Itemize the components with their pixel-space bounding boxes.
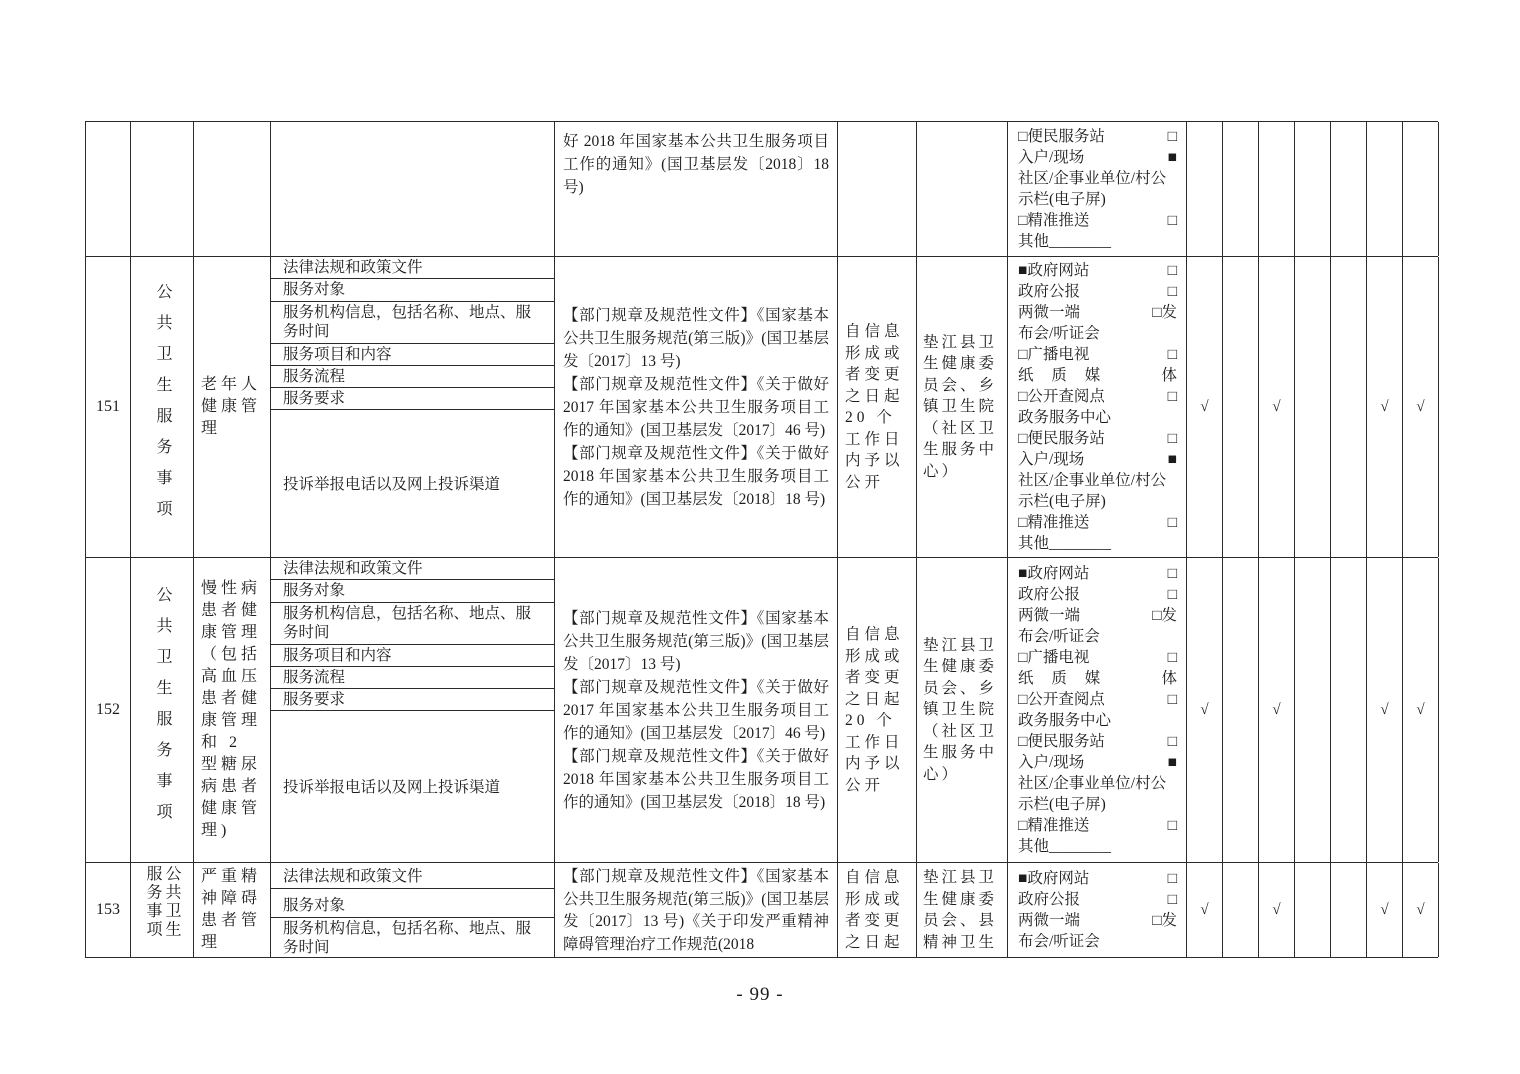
- channel-line: [1018, 126, 1177, 147]
- content-item: 服务项目和内容: [271, 344, 554, 366]
- checkbox-glyph: □: [1167, 212, 1177, 229]
- channel-line: [1018, 563, 1177, 584]
- deadline-cell: [838, 257, 917, 557]
- content-item: 服务要求: [271, 689, 554, 711]
- checkmark-cell: [1223, 558, 1259, 862]
- checkmark-cell: [1295, 558, 1331, 862]
- checkmark-cell: [1331, 257, 1367, 557]
- channel-line: [1018, 386, 1177, 407]
- checkmark-cell: √: [1403, 558, 1439, 862]
- checkbox-glyph: □: [1167, 565, 1177, 582]
- channel-label: 布会/听证会: [1018, 933, 1100, 950]
- channel-label: □精准推送: [1018, 212, 1090, 229]
- channel-line: [1018, 449, 1177, 470]
- channel-line: [1018, 731, 1177, 752]
- legal-paragraph: 【部门规章及规范性文件】《关于做好 2017 年国家基本公共卫生服务项目工作的通知》(国卫基层发〔2017〕46 号): [563, 678, 829, 742]
- channel-label: □便民服务站: [1018, 733, 1105, 750]
- channel-label: 布会/听证会: [1018, 325, 1100, 342]
- content-item: 服务流程: [271, 366, 554, 388]
- item-name-text: 老年人健康管理: [201, 376, 262, 437]
- channel-label: □公开查阅点: [1018, 388, 1105, 405]
- subject-cell: [917, 558, 1008, 862]
- channel-line: [1018, 815, 1177, 836]
- channel-label: □广播电视: [1018, 649, 1090, 666]
- category-text: 公共卫生服务事项: [154, 283, 171, 531]
- legal-paragraph: 【部门规章及规范性文件】《国家基本公共卫生服务规范(第三版)》(国卫基层发〔2017〕13 号)《关于印发严重精神障碍管理治疗工作规范(2018: [563, 868, 829, 953]
- channel-label: 示栏(电子屏): [1018, 796, 1106, 813]
- subject-cell: [917, 257, 1008, 557]
- channel-label: 两微一端: [1018, 607, 1081, 624]
- channel-label: □精准推送: [1018, 514, 1090, 531]
- checkmark-columns: [1187, 122, 1439, 256]
- checkbox-glyph: □: [1167, 691, 1177, 708]
- channel-line: [1018, 302, 1177, 323]
- table-row-152: [86, 558, 1438, 863]
- checkmark-cell: [1223, 863, 1259, 957]
- checkbox-glyph: □: [1167, 388, 1177, 405]
- checkmark-cell: [1259, 122, 1295, 256]
- table-row-151: [86, 257, 1438, 558]
- content-item: 服务流程: [271, 667, 554, 689]
- channel-line: [1018, 910, 1177, 931]
- checkmark-cell: [1403, 122, 1439, 256]
- channel-line: [1018, 210, 1177, 231]
- deadline-text: 自信息形成或者变更之日起: [845, 869, 904, 951]
- item-name-cell: [194, 863, 271, 957]
- deadline-cell: [838, 558, 917, 862]
- checkmark-columns: [1187, 558, 1439, 862]
- channel-line: [1018, 584, 1177, 605]
- checkmark-cell: √: [1367, 257, 1403, 557]
- channel-line: [1018, 260, 1177, 281]
- channel-line: [1018, 281, 1177, 302]
- channel-label: ■政府网站: [1018, 262, 1090, 279]
- channel-label: 政府公报: [1018, 283, 1081, 300]
- content-item: 服务机构信息，包括名称、地点、服务时间: [271, 603, 554, 645]
- channel-label: 其他________: [1018, 838, 1112, 855]
- channel-line: [1018, 470, 1177, 491]
- checkmark-cell: √: [1367, 558, 1403, 862]
- channel-line: [1018, 689, 1177, 710]
- category-cell: [131, 122, 194, 256]
- category-cell: [131, 257, 194, 557]
- category-cell: [131, 558, 194, 862]
- checkbox-glyph: □: [1167, 514, 1177, 531]
- subject-text: 垫江县卫生健康委员会、乡镇卫生院（社区卫生服务中心）: [923, 636, 998, 783]
- channel-label: □便民服务站: [1018, 128, 1105, 145]
- content-cell: [271, 863, 555, 957]
- channel-line: [1018, 428, 1177, 449]
- channel-label: □公开查阅点: [1018, 691, 1105, 708]
- content-item: 服务对象: [271, 889, 554, 918]
- checkbox-glyph: □: [1167, 262, 1177, 279]
- channels-cell: [1008, 122, 1187, 256]
- channel-line: [1018, 605, 1177, 626]
- checkmark-cell: √: [1403, 257, 1439, 557]
- channel-label: 示栏(电子屏): [1018, 191, 1106, 208]
- content-cell: [271, 122, 555, 256]
- channel-label: 两微一端: [1018, 912, 1081, 929]
- checkmark-cell: √: [1187, 863, 1223, 957]
- checkbox-glyph: 体: [1161, 670, 1177, 687]
- deadline-text: 自信息形成或者变更之日起20 个工作日内予以公开: [845, 626, 904, 794]
- checkmark-cell: [1331, 122, 1367, 256]
- channel-line: [1018, 794, 1177, 815]
- checkbox-glyph: □: [1167, 128, 1177, 145]
- deadline-cell: [838, 122, 917, 256]
- checkbox-glyph: □: [1167, 891, 1177, 908]
- item-name-text: 严重精神障碍患者管理: [201, 868, 262, 951]
- checkbox-glyph: 体: [1161, 367, 1177, 384]
- checkmark-cell: [1295, 257, 1331, 557]
- page-number: - 99 -: [736, 984, 784, 1005]
- channel-line: [1018, 752, 1177, 773]
- channel-label: 入户/现场: [1018, 451, 1085, 468]
- channel-label: 入户/现场: [1018, 754, 1085, 771]
- channel-label: ■政府网站: [1018, 565, 1090, 582]
- channel-label: 示栏(电子屏): [1018, 493, 1106, 510]
- checkbox-glyph: □: [1167, 817, 1177, 834]
- checkbox-glyph: ■: [1167, 754, 1177, 771]
- content-item: 法律法规和政策文件: [271, 257, 554, 279]
- serial-cell: 151: [86, 257, 131, 557]
- legal-basis-cell: [555, 122, 838, 256]
- channel-label: 政府公报: [1018, 586, 1081, 603]
- subject-text: 垫江县卫生健康委员会、县精神卫生: [923, 869, 998, 951]
- checkbox-glyph: □发: [1152, 304, 1177, 321]
- legal-paragraph: 【部门规章及规范性文件】《关于做好 2018 年国家基本公共卫生服务项目工作的通知》(国卫基层发〔2018〕18 号): [563, 444, 829, 508]
- legal-paragraph: 【部门规章及规范性文件】《国家基本公共卫生服务规范(第三版)》(国卫基层发〔2017〕13 号): [563, 306, 829, 370]
- legal-basis-cell: [555, 257, 838, 557]
- content-item: 法律法规和政策文件: [271, 863, 554, 889]
- channel-label: 政务服务中心: [1018, 712, 1112, 729]
- legal-paragraph: 【部门规章及规范性文件】《关于做好 2018 年国家基本公共卫生服务项目工作的通知》(国卫基层发〔2018〕18 号): [563, 747, 829, 811]
- channel-label: 社区/企事业单位/村公: [1018, 775, 1167, 792]
- checkbox-glyph: □: [1167, 430, 1177, 447]
- checkmark-cell: [1295, 122, 1331, 256]
- checkbox-glyph: □发: [1152, 607, 1177, 624]
- checkbox-glyph: □发: [1152, 912, 1177, 929]
- checkbox-glyph: □: [1167, 283, 1177, 300]
- channel-line: [1018, 491, 1177, 512]
- channel-line: [1018, 533, 1177, 554]
- category-text: 公共卫生服务事项: [144, 865, 180, 939]
- channel-line: [1018, 365, 1177, 386]
- content-item: 服务要求: [271, 388, 554, 410]
- channels-cell: [1008, 257, 1187, 557]
- channel-label: □精准推送: [1018, 817, 1090, 834]
- channel-line: [1018, 407, 1177, 428]
- legal-paragraph: 【部门规章及规范性文件】《关于做好 2017 年国家基本公共卫生服务项目工作的通知》(国卫基层发〔2017〕46 号): [563, 375, 829, 439]
- content-item: 法律法规和政策文件: [271, 558, 554, 580]
- checkmark-cell: √: [1259, 257, 1295, 557]
- checkmark-cell: √: [1367, 863, 1403, 957]
- checkbox-glyph: ■: [1167, 149, 1177, 166]
- checkbox-glyph: ■: [1167, 451, 1177, 468]
- channel-label: □便民服务站: [1018, 430, 1105, 447]
- checkmark-columns: [1187, 863, 1439, 957]
- channel-line: [1018, 773, 1177, 794]
- checkbox-glyph: □: [1167, 733, 1177, 750]
- channel-line: [1018, 323, 1177, 344]
- checkbox-glyph: □: [1167, 346, 1177, 363]
- channel-label: 两微一端: [1018, 304, 1081, 321]
- checkmark-cell: [1223, 122, 1259, 256]
- category-text: 公共卫生服务事项: [154, 586, 171, 834]
- channel-label: 其他________: [1018, 233, 1112, 250]
- checkbox-glyph: □: [1167, 649, 1177, 666]
- legal-paragraph: 好 2018 年国家基本公共卫生服务项目工作的通知》(国卫基层发〔2018〕18 号): [563, 133, 829, 196]
- serial-cell: 153: [86, 863, 131, 957]
- channel-line: [1018, 668, 1177, 689]
- content-item: 投诉举报电话以及网上投诉渠道: [283, 475, 501, 493]
- channel-line: [1018, 931, 1177, 952]
- channel-label: 社区/企事业单位/村公: [1018, 170, 1167, 187]
- checkbox-glyph: □: [1167, 586, 1177, 603]
- checkmark-cell: [1367, 122, 1403, 256]
- channel-line: [1018, 626, 1177, 647]
- channels-cell: [1008, 558, 1187, 862]
- checkmark-cell: √: [1187, 558, 1223, 862]
- channel-label: 入户/现场: [1018, 149, 1085, 166]
- content-item: 服务对象: [271, 279, 554, 302]
- subject-cell: [917, 122, 1008, 256]
- channel-label: 纸 质 媒: [1018, 670, 1101, 687]
- channel-line: [1018, 147, 1177, 168]
- channel-line: [1018, 512, 1177, 533]
- legal-basis-cell: [555, 558, 838, 862]
- serial-cell: 152: [86, 558, 131, 862]
- subject-cell: [917, 863, 1008, 957]
- table-row-153: [86, 863, 1438, 958]
- content-cell: [271, 558, 555, 862]
- public-service-items-table: [85, 121, 1438, 958]
- content-cell: [271, 257, 555, 557]
- checkmark-cell: √: [1259, 558, 1295, 862]
- channel-line: [1018, 647, 1177, 668]
- channel-label: 其他________: [1018, 535, 1112, 552]
- checkmark-cell: [1295, 863, 1331, 957]
- content-item: 投诉举报电话以及网上投诉渠道: [283, 778, 501, 796]
- checkmark-cell: √: [1403, 863, 1439, 957]
- deadline-text: 自信息形成或者变更之日起20 个工作日内予以公开: [845, 323, 904, 491]
- channel-line: [1018, 231, 1177, 252]
- checkmark-columns: [1187, 257, 1439, 557]
- channel-label: 社区/企事业单位/村公: [1018, 472, 1167, 489]
- channel-line: [1018, 344, 1177, 365]
- item-name-cell: [194, 122, 271, 256]
- content-item: 服务机构信息，包括名称、地点、服务时间: [283, 920, 532, 956]
- content-item: 服务项目和内容: [271, 645, 554, 667]
- channel-line: [1018, 168, 1177, 189]
- channels-cell: [1008, 863, 1187, 957]
- checkbox-glyph: □: [1167, 870, 1177, 887]
- channel-label: ■政府网站: [1018, 870, 1090, 887]
- channel-line: [1018, 710, 1177, 731]
- channel-line: [1018, 868, 1177, 889]
- subject-text: 垫江县卫生健康委员会、乡镇卫生院（社区卫生服务中心）: [923, 333, 998, 480]
- legal-basis-cell: [555, 863, 838, 957]
- table-row-continuation: [86, 122, 1438, 257]
- item-name-cell: [194, 257, 271, 557]
- checkmark-cell: [1331, 558, 1367, 862]
- content-item: 服务对象: [271, 580, 554, 603]
- channel-label: 政府公报: [1018, 891, 1081, 908]
- deadline-cell: [838, 863, 917, 957]
- channel-line: [1018, 889, 1177, 910]
- checkmark-cell: [1223, 257, 1259, 557]
- channel-label: 纸 质 媒: [1018, 367, 1101, 384]
- item-name-text: 慢性病患者健康管理（包括高血压患者健康管理和 2 型糖尿病患者健康管理): [201, 580, 262, 839]
- checkmark-cell: √: [1259, 863, 1295, 957]
- channel-line: [1018, 836, 1177, 857]
- content-item: 服务机构信息，包括名称、地点、服务时间: [271, 302, 554, 344]
- channel-line: [1018, 189, 1177, 210]
- channel-label: 布会/听证会: [1018, 628, 1100, 645]
- checkmark-cell: [1187, 122, 1223, 256]
- checkmark-cell: [1331, 863, 1367, 957]
- serial-cell: [86, 122, 131, 256]
- channel-label: □广播电视: [1018, 346, 1090, 363]
- category-cell: [131, 863, 194, 957]
- checkmark-cell: √: [1187, 257, 1223, 557]
- legal-paragraph: 【部门规章及规范性文件】《国家基本公共卫生服务规范(第三版)》(国卫基层发〔2017〕13 号): [563, 609, 829, 673]
- channel-label: 政务服务中心: [1018, 409, 1112, 426]
- item-name-cell: [194, 558, 271, 862]
